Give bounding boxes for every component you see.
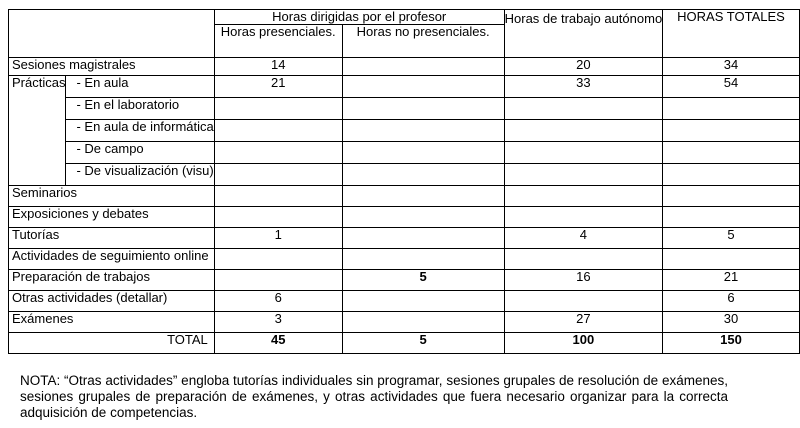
cell-total xyxy=(663,207,800,228)
footnote: NOTA: “Otras actividades” engloba tutorías individuales sin programar, sesiones grupales de resolución de exámenes, sesiones grupales de preparación de exámenes, y otras actividades que fuera necesario organizar para la correcta adquisición de competencias. xyxy=(20,373,728,420)
cell-autonomo xyxy=(504,186,663,207)
header-blank-cell xyxy=(9,10,215,58)
cell-autonomo xyxy=(504,207,663,228)
table-row xyxy=(9,207,800,228)
header-presenciales: Horas presenciales. xyxy=(214,25,342,58)
total-row xyxy=(9,333,800,354)
cell-no-presenciales xyxy=(342,98,504,120)
cell-presenciales xyxy=(214,249,342,270)
cell-presenciales: 6 xyxy=(214,291,342,312)
table-row xyxy=(9,312,800,333)
cell-presenciales: 21 xyxy=(214,76,342,98)
cell-autonomo xyxy=(504,120,663,142)
cell-autonomo: 33 xyxy=(504,76,663,98)
cell-no-presenciales xyxy=(342,207,504,228)
cell-no-presenciales xyxy=(342,228,504,249)
cell-presenciales xyxy=(214,98,342,120)
cell-total: 34 xyxy=(663,58,800,76)
row-label: Seminarios xyxy=(9,186,215,207)
table-row xyxy=(9,164,800,186)
header-autonomo: Horas de trabajo autónomo xyxy=(504,10,663,58)
cell-presenciales xyxy=(214,164,342,186)
table-row xyxy=(9,98,800,120)
cell-total xyxy=(663,249,800,270)
cell-no-presenciales xyxy=(342,186,504,207)
cell-presenciales: 1 xyxy=(214,228,342,249)
cell-total: 54 xyxy=(663,76,800,98)
header-totales: HORAS TOTALES xyxy=(663,10,800,58)
hours-table xyxy=(8,9,800,354)
row-label: - En aula de informática xyxy=(66,120,214,142)
total-horas: 150 xyxy=(663,333,800,354)
cell-no-presenciales xyxy=(342,58,504,76)
table-row xyxy=(9,249,800,270)
cell-presenciales xyxy=(214,142,342,164)
cell-autonomo: 4 xyxy=(504,228,663,249)
table-row xyxy=(9,142,800,164)
table-row xyxy=(9,228,800,249)
table-row xyxy=(9,120,800,142)
table-row xyxy=(9,291,800,312)
cell-no-presenciales xyxy=(342,120,504,142)
cell-total xyxy=(663,120,800,142)
cell-autonomo xyxy=(504,291,663,312)
cell-autonomo xyxy=(504,249,663,270)
total-label: TOTAL xyxy=(9,333,215,354)
header-no-presenciales: Horas no presenciales. xyxy=(342,25,504,58)
cell-presenciales xyxy=(214,186,342,207)
cell-autonomo xyxy=(504,164,663,186)
cell-total xyxy=(663,164,800,186)
row-label: Exposiciones y debates xyxy=(9,207,215,228)
table-row xyxy=(9,58,800,76)
cell-total: 30 xyxy=(663,312,800,333)
row-label: - En aula xyxy=(66,76,214,98)
table-row xyxy=(9,76,800,98)
row-label: - En el laboratorio xyxy=(66,98,214,120)
cell-total: 21 xyxy=(663,270,800,291)
practicas-label: Prácticas xyxy=(9,76,66,186)
total-no-presenciales: 5 xyxy=(342,333,504,354)
cell-autonomo: 27 xyxy=(504,312,663,333)
cell-autonomo xyxy=(504,142,663,164)
row-label: - De campo xyxy=(66,142,214,164)
cell-autonomo: 16 xyxy=(504,270,663,291)
total-autonomo: 100 xyxy=(504,333,663,354)
cell-presenciales: 3 xyxy=(214,312,342,333)
header-group-label: Horas dirigidas por el profesor xyxy=(214,10,504,25)
cell-total xyxy=(663,98,800,120)
total-presenciales: 45 xyxy=(214,333,342,354)
cell-presenciales: 14 xyxy=(214,58,342,76)
table-row xyxy=(9,270,800,291)
cell-no-presenciales xyxy=(342,76,504,98)
cell-total xyxy=(663,142,800,164)
cell-no-presenciales xyxy=(342,164,504,186)
cell-total: 5 xyxy=(663,228,800,249)
cell-no-presenciales xyxy=(342,249,504,270)
row-label: Tutorías xyxy=(9,228,215,249)
row-label: Preparación de trabajos xyxy=(9,270,215,291)
table-row xyxy=(9,186,800,207)
cell-total: 6 xyxy=(663,291,800,312)
cell-presenciales xyxy=(214,207,342,228)
row-label: Sesiones magistrales xyxy=(9,58,215,76)
cell-presenciales xyxy=(214,270,342,291)
cell-no-presenciales xyxy=(342,291,504,312)
cell-autonomo: 20 xyxy=(504,58,663,76)
cell-no-presenciales xyxy=(342,312,504,333)
row-label: - De visualización (visu) xyxy=(66,164,214,186)
row-label: Otras actividades (detallar) xyxy=(9,291,215,312)
cell-presenciales xyxy=(214,120,342,142)
cell-no-presenciales: 5 xyxy=(342,270,504,291)
row-label: Actividades de seguimiento online xyxy=(9,249,215,270)
row-label: Exámenes xyxy=(9,312,215,333)
cell-no-presenciales xyxy=(342,142,504,164)
cell-autonomo xyxy=(504,98,663,120)
cell-total xyxy=(663,186,800,207)
